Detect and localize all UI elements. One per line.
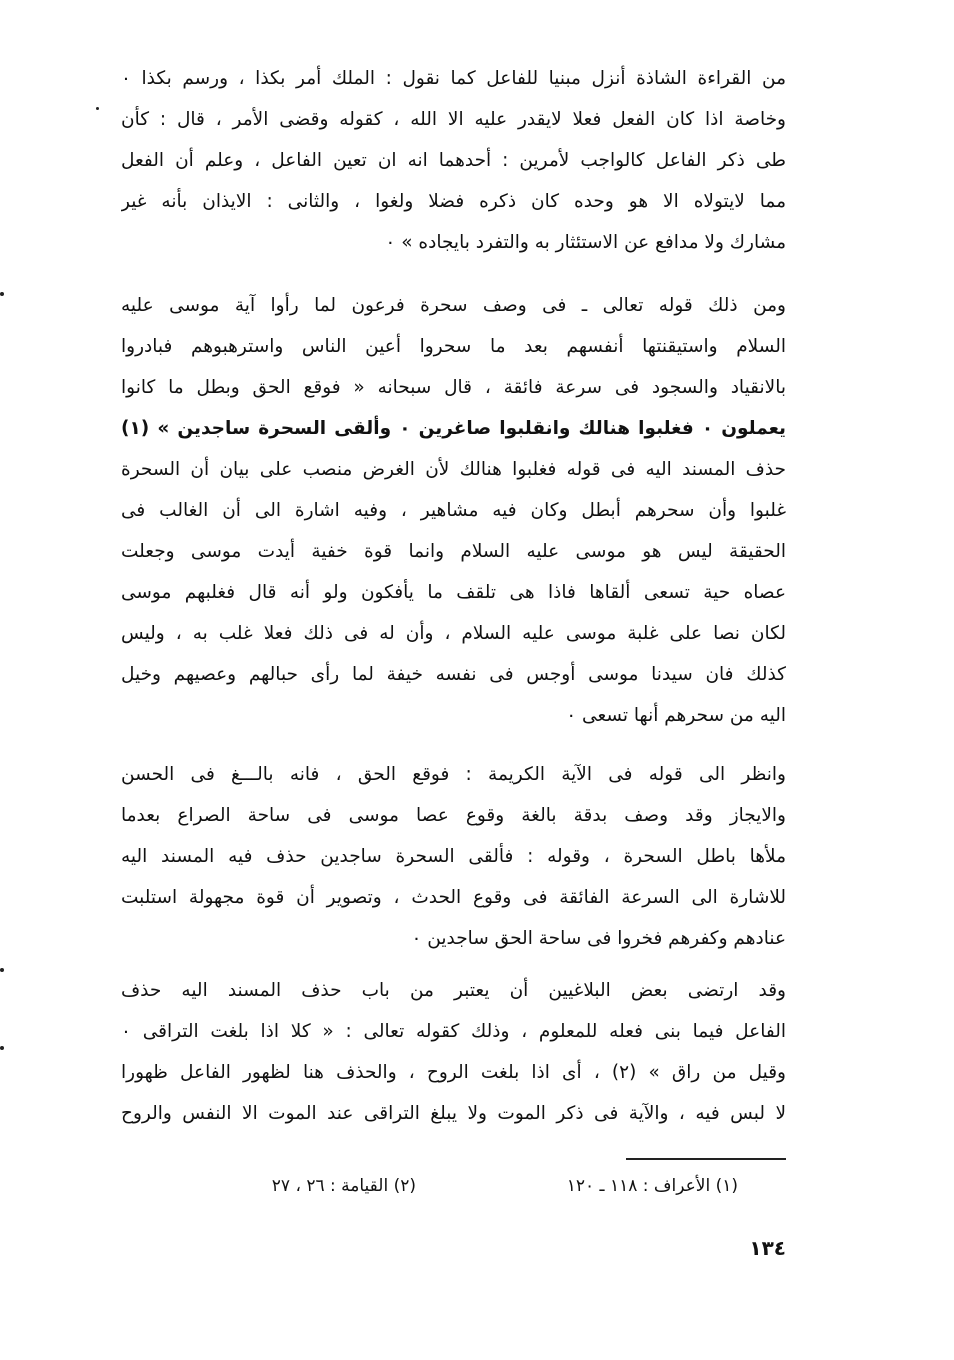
quran-verse-line: يعملون ٠ فغلبوا هنالك وانقلبوا صاغرين ٠ وألقى السحرة ساجدين » (١) bbox=[121, 418, 786, 439]
text-line: لكان نصا على غلبة موسى عليه السلام ، وأن له فى ذلك فعلا غلب به ، وليس bbox=[121, 623, 786, 644]
text-line: بالانقياد والسجود فى سرعة فائقة ، قال سبحانه « فوقع الحق وبطل ما كانوا bbox=[121, 377, 786, 398]
paragraph-3 bbox=[121, 754, 786, 959]
scan-margin-mark bbox=[0, 292, 4, 296]
footnote-separator bbox=[626, 1158, 786, 1160]
text-line: من القراءة الشاذة أنزل مبنيا للفاعل كما نقول : الملك أمر بكذا ، ورسم بكذا ٠ bbox=[121, 68, 786, 89]
text-line: الحقيقة ليس هو موسى عليه السلام وانما قوة خفية أيدت موسى وجعلت bbox=[121, 541, 786, 562]
text-line: مما لايتولاه الا هو وحده كان ذكره فضلا ولغوا ، والثانى : الايذان بأنه غير bbox=[121, 191, 786, 212]
text-line: لا لبس فيه ، والآية فى ذكر الموت ولا يبلغ التراقى عند الموت الا النفس والروح bbox=[121, 1103, 786, 1124]
scan-margin-mark bbox=[96, 107, 99, 110]
text-line: حذف المسند اليه فى قوله فغلبوا هنالك لأن الغرض منصب على بيان أن السحرة bbox=[121, 459, 786, 480]
paragraph-4 bbox=[121, 970, 786, 1134]
footnote-1: (١) الأعراف : ١١٨ ـ ١٢٠ bbox=[566, 1176, 738, 1196]
text-line: وقيل من راق » (٢) ، أى اذا بلغت الروح ، والحذف هنا لظهور الفاعل ظهورا bbox=[121, 1062, 786, 1083]
text-line: مشارك ولا مدافع عن الاستئثار به والتفرد بايجاده » ٠ bbox=[385, 232, 786, 253]
text-line: وقد ارتضى بعض البلاغيين أن يعتبر من باب حذف المسند اليه حذف bbox=[121, 980, 786, 1001]
text-line: ملأها باطل السحرة ، وقوله : فألقى السحرة ساجدين حذف فيه المسند اليه bbox=[121, 846, 786, 867]
text-line: وخاصة اذا كان الفعل فعلا لايقدر عليه الا الله ، كقوله وقضى الأمر ، قال : كأن bbox=[121, 109, 786, 130]
scan-margin-mark bbox=[0, 1046, 4, 1050]
text-line: كذلك فان سيدنا موسى أوجس فى نفسه خيفة لما رأى حبالهم وعصيهم وخيل bbox=[121, 664, 786, 685]
footnote-2: (٢) القيامة : ٢٦ ، ٢٧ bbox=[271, 1176, 416, 1196]
text-line: ومن ذلك قوله تعالى ـ فى وصف سحرة فرعون لما رأوا آية موسى عليه bbox=[121, 295, 786, 316]
scan-margin-mark bbox=[0, 968, 4, 972]
text-line: الفاعل فيما بنى فعله للمعلوم ، وذلك كقوله تعالى : « كلا اذا بلغت التراقى ٠ bbox=[121, 1021, 786, 1042]
text-line: اليه من سحرهم أنها تسعى ٠ bbox=[566, 705, 786, 726]
paragraph-2 bbox=[121, 285, 786, 736]
page-number: ١٣٤ bbox=[749, 1236, 786, 1260]
text-line: للاشارة الى السرعة الفائقة فى وقوع الحدث ، وتصوير أن قوة مجهولة استلبت bbox=[121, 887, 786, 908]
paragraph-1 bbox=[121, 58, 786, 263]
text-line: عنادهم وكفرهم فخروا فى ساحة الحق ساجدين ٠ bbox=[411, 928, 786, 949]
text-line: السلام واستيقنتها أنفسهم بعد ما سحروا أعين الناس واسترهبوهم فبادروا bbox=[121, 336, 786, 357]
text-line: طى ذكر الفاعل كالواجب لأمرين : أحدهما انه ان تعين الفاعل ، وعلم أن الفعل bbox=[121, 150, 786, 171]
text-line: والايجاز وقد وصف بدقة بالغة وقوع عصا موسى فى ساحة الصراع بعدما bbox=[121, 805, 786, 826]
text-line: وانظر الى قوله فى الآية الكريمة : فوقع الحق ، فانه بالـــغ فى الحسن bbox=[121, 764, 786, 785]
text-line: عصاه حية تسعى ألقاها فاذا هى تلقف ما يأفكون ولو أنه قال فغلبهم موسى bbox=[121, 582, 786, 603]
text-line: غلبوا وأن سحرهم أبطل وكان فيه مشاهير ، وفيه اشارة الى أن الغالب فى bbox=[121, 500, 786, 521]
